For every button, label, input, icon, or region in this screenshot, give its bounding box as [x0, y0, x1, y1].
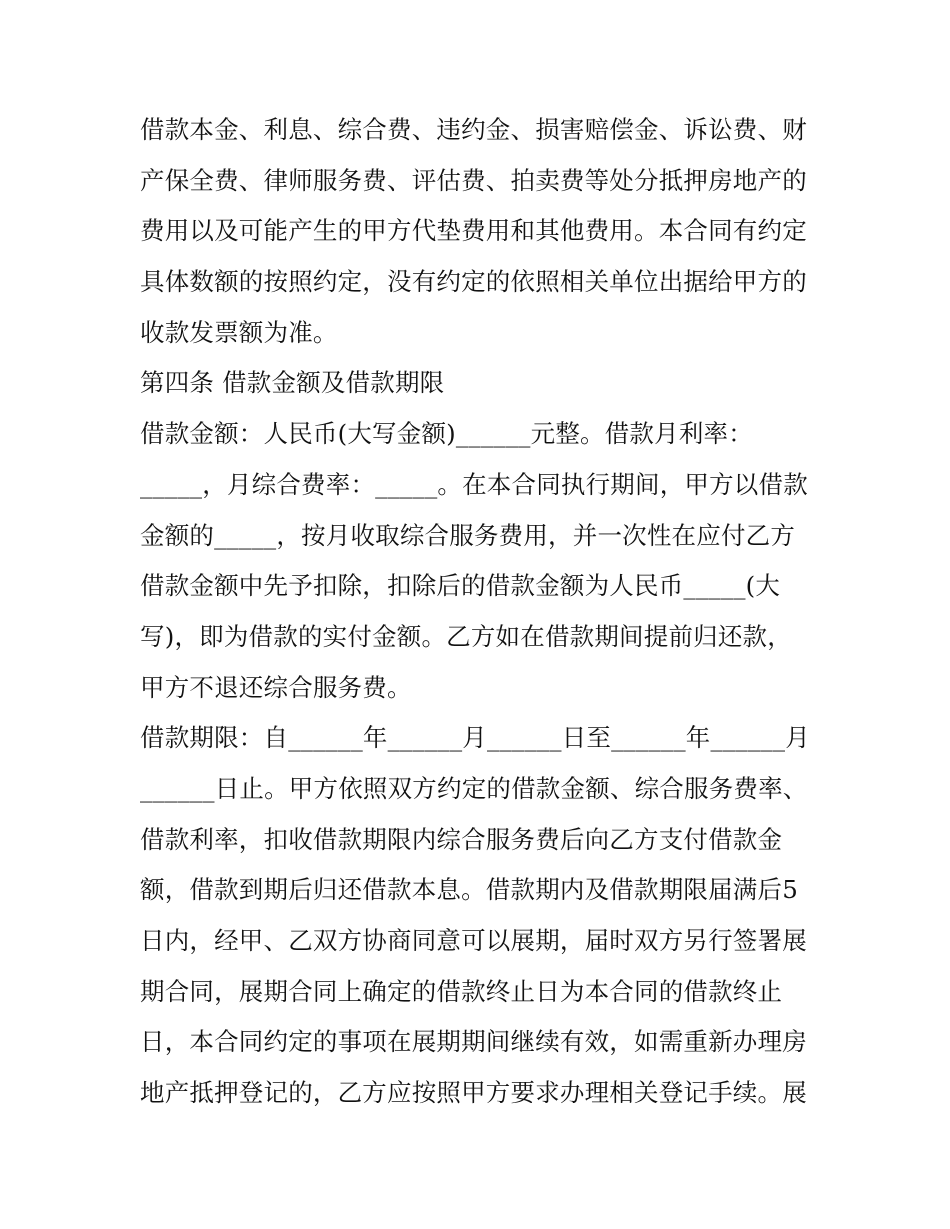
text-line: _____，月综合费率：_____。在本合同执行期间，甲方以借款 — [140, 469, 808, 499]
section-heading: 第四条 借款金额及借款期限 — [140, 368, 445, 398]
text-line: 额，借款到期后归还借款本息。借款期内及借款期限届满后5 — [140, 875, 798, 905]
text-line: 借款金额中先予扣除，扣除后的借款金额为人民币_____(大 — [140, 571, 781, 601]
text-line: 借款金额：人民币(大写金额)______元整。借款月利率： — [140, 419, 753, 449]
text-line: 金额的_____，按月收取综合服务费用，并一次性在应付乙方 — [140, 520, 796, 550]
text-line: 借款期限：自______年______月______日至______年______月 — [140, 723, 810, 753]
text-line: 具体数额的按照约定，没有约定的依照相关单位出据给甲方的 — [140, 267, 807, 297]
text-line: 日，本合同约定的事项在展期期间继续有效，如需重新办理房 — [140, 1027, 807, 1057]
text-line: 期合同，展期合同上确定的借款终止日为本合同的借款终止 — [140, 976, 783, 1006]
text-line: 收款发票额为准。 — [140, 317, 338, 347]
text-line: 地产抵押登记的，乙方应按照甲方要求办理相关登记手续。展 — [140, 1078, 807, 1108]
text-line: 写)，即为借款的实付金额。乙方如在借款期间提前归还款， — [140, 621, 792, 651]
text-line: 产保全费、律师服务费、评估费、拍卖费等处分抵押房地产的 — [140, 165, 807, 195]
text-line: 借款本金、利息、综合费、违约金、损害赔偿金、诉讼费、财 — [140, 115, 807, 144]
text-line: ______日止。甲方依照双方约定的借款金额、综合服务费率、 — [140, 773, 808, 803]
text-line: 日内，经甲、乙双方协商同意可以展期，届时双方另行签署展 — [140, 926, 807, 955]
text-line: 甲方不退还综合服务费。 — [140, 672, 412, 702]
text-line: 借款利率，扣收借款期限内综合服务费后向乙方支付借款金 — [140, 824, 783, 854]
text-line: 费用以及可能产生的甲方代垫费用和其他费用。本合同有约定 — [140, 216, 807, 246]
document-body — [140, 105, 820, 1119]
